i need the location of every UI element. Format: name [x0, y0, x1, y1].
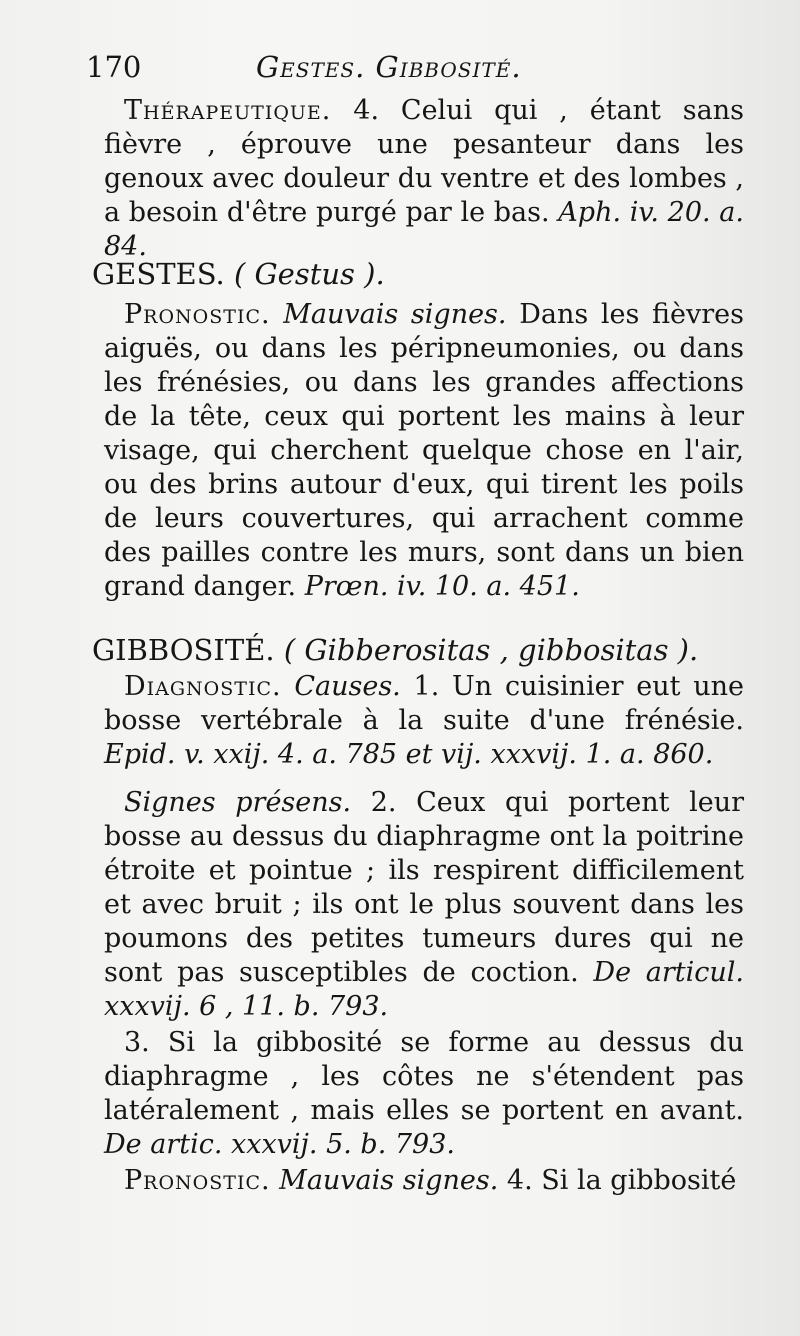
gibbosite-signs-label: Mauvais signes. [279, 1165, 499, 1196]
gibbosite-latin: ( Gibberositas , gibbositas ). [283, 633, 699, 667]
gestes-heading [92, 256, 385, 292]
gibbosite-p3-reference: De artic. xxxvij. 5. b. 793. [104, 1129, 455, 1160]
gestes-signs-label: Mauvais signes. [283, 299, 507, 330]
gibbosite-prognostic-label: Pronostic. [124, 1165, 271, 1196]
page-number: 170 [86, 50, 142, 84]
gibbosite-diagnostic-paragraph [104, 670, 744, 772]
gibbosite-signes-label: Signes présens. [124, 787, 352, 818]
gestes-title: GESTES. [92, 257, 225, 291]
gibbosite-p4-text: 4. Si la gibbosité [506, 1165, 737, 1196]
gibbosite-signes-paragraph [104, 786, 744, 1024]
gestes-reference: Prœn. iv. 10. a. 451. [304, 571, 580, 602]
gibbosite-causes-label: Causes. [294, 671, 401, 702]
therapeutique-reference: Aph. iv. 20. a. 84. [104, 197, 744, 262]
gibbosite-prognostic-paragraph [104, 1164, 744, 1198]
gestes-latin: ( Gestus ). [233, 257, 385, 291]
gibbosite-diagnostic-label: Diagnostic. [124, 671, 282, 702]
gibbosite-heading [92, 632, 698, 668]
gibbosite-p1-reference: Epid. v. xxij. 4. a. 785 et vij. xxxvij. 1. a. 860. [104, 739, 714, 770]
therapeutique-label: Thérapeutique. [124, 95, 332, 126]
gibbosite-title: GIBBOSITÉ. [92, 633, 275, 667]
gibbosite-p3-text: 3. Si la gibbosité se forme au dessus du diaphragme , les côtes ne s'étendent pas latéralement , mais elles se portent en avant. [104, 1027, 744, 1126]
therapeutique-paragraph [104, 94, 744, 264]
gibbosite-p2-reference: De articul. xxxvij. 6 , 11. b. 793. [104, 957, 744, 1022]
gestes-paragraph [104, 298, 744, 604]
running-header [86, 42, 706, 90]
running-title: Gestes. Gibbosité. [256, 50, 522, 84]
gestes-prognostic-label: Pronostic. [124, 299, 271, 330]
gibbosite-p3-paragraph [104, 1026, 744, 1162]
therapeutique-text: 4. Celui qui , étant sans fièvre , éprouve une pesanteur dans les genoux avec douleur du ventre et des lombes , a besoin d'être purgé par le bas. [104, 95, 744, 228]
gibbosite-p1-text: 1. Un cuisinier eut une bosse vertébrale à la suite d'une frénésie. [104, 671, 744, 736]
gestes-text: Dans les fièvres aiguës, ou dans les péripneumonies, ou dans les frénésies, ou dans les grandes affections de la tête, ceux qui portent les mains à leur visage, qui cherchent quelque chose en l'air, ou des brins autour d'eux, qui tirent les poils de leurs couvertures, qui arrachent comme des pailles contre les murs, sont dans un bien grand danger. [104, 299, 745, 602]
gibbosite-p2-text: 2. Ceux qui portent leur bosse au dessus du diaphragme ont la poitrine étroite et pointue ; ils respirent difficilement et avec bruit ; ils ont le plus souvent dans les poumons des petites tumeurs dures qui ne sont pas susceptibles de coction. [104, 787, 745, 988]
